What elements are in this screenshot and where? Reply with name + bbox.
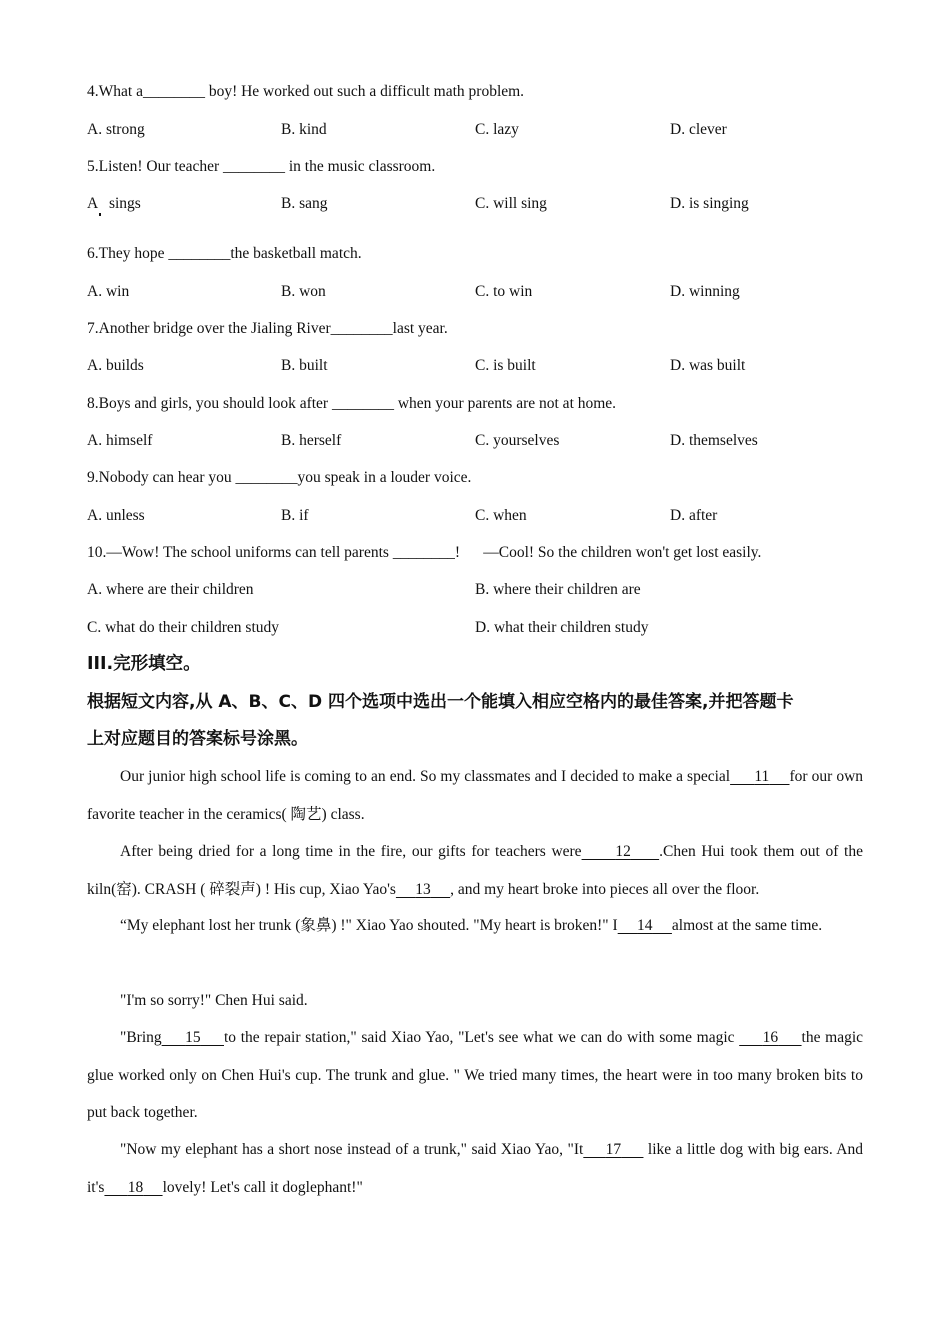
p2-text-c: , and my heart broke into pieces all over the floor. [450,880,760,898]
q5-option-a: A sings [87,195,141,212]
q7-option-a: A. builds [87,357,144,374]
p5-text-c: the magic glue worked only on Chen Hui's cup. The trunk and glue. " We tried many times, the heart were in too many broken bits to put back together. [87,1029,864,1121]
blank-14-number: 14 [637,917,653,934]
passage-paragraph-2 [87,833,863,908]
q5-option-d: D. is singing [670,195,749,212]
p3-text-a: “My elephant lost her trunk (象鼻) !" Xiao Yao shouted. "My heart is broken!" I [120,917,618,934]
q10-option-b: B. where their children are [475,581,641,598]
q6-option-b: B. won [281,283,326,300]
question-5-stem: 5.Listen! Our teacher ________ in the music classroom. [87,158,436,175]
question-10-stem: 10.—Wow! The school uniforms can tell parents ________! —Cool! So the children won't get lost easily. [87,544,762,561]
q9-option-c: C. when [475,507,527,524]
q6-option-d: D. winning [670,283,740,300]
q4-option-a: A. strong [87,121,145,138]
blank-16-number: 16 [762,1029,779,1046]
p2-text-b: .Chen Hui took them out of the kiln(窑). CRASH ( 碎裂声) ! His cup, Xiao Yao's [87,843,863,898]
blank-15 [162,1029,224,1046]
question-4-stem: 4.What a________ boy! He worked out such a difficult math problem. [87,83,525,100]
q7-option-d: D. was built [670,357,746,374]
q6-option-c: C. to win [475,283,533,300]
p6-text-a: "Now my elephant has a short nose instead of a trunk," said Xiao Yao, "It [120,1141,584,1158]
q10-option-a: A. where are their children [87,581,254,598]
blank-13 [396,881,450,898]
section-instruction-line-1: 根据短文内容,从 A、B、C、D 四个选项中选出一个能填入相应空格内的最佳答案,并把答题卡 [87,692,794,712]
q8-option-d: D. themselves [670,432,758,449]
section-instruction-line-2: 上对应题目的答案标号涂黑。 [87,729,308,749]
q7-option-b: B. built [281,357,328,374]
passage-paragraph-6 [87,1131,863,1206]
question-9-stem: 9.Nobody can hear you ________you speak in a louder voice. [87,469,472,486]
p6-text-c: lovely! Let's call it doglephant!" [162,1178,363,1196]
question-7-stem: 7.Another bridge over the Jialing River________last year. [87,320,448,337]
blank-13-number: 13 [415,880,431,898]
q9-option-d: D. after [670,507,718,524]
blank-18-number: 18 [127,1178,144,1196]
q5-option-b: B. sang [281,195,328,212]
p3-text-b: almost at the same time. [671,917,823,934]
blank-12 [582,843,660,860]
p5-text-b: to the repair station," said Xiao Yao, "Let's see what we can do with some magic [223,1029,740,1046]
passage-paragraph-1 [87,758,863,833]
q8-option-c: C. yourselves [475,432,560,449]
p6-text-b: like a little dog with big ears. And it's [87,1141,863,1196]
q5-option-c: C. will sing [475,195,547,212]
p1-text-b: for our own favorite teacher in the ceramics( 陶艺) class. [87,768,864,823]
passage-paragraph-3 [87,907,863,945]
stray-dot-mark [99,213,101,216]
blank-11-number: 11 [754,768,770,785]
q10-option-c: C. what do their children study [87,619,279,636]
q6-option-a: A. win [87,283,130,300]
section-title: III.完形填空。 [87,654,201,674]
p2-text-a: After being dried for a long time in the fire, our gifts for teachers were [120,843,582,860]
blank-15-number: 15 [185,1029,201,1046]
passage-paragraph-4: "I'm so sorry!" Chen Hui said. [120,992,308,1009]
blank-14 [618,917,672,934]
blank-17 [583,1141,643,1158]
blank-12-number: 12 [615,843,631,860]
q7-option-c: C. is built [475,357,536,374]
q4-option-b: B. kind [281,121,327,138]
p1-text-a: Our junior high school life is coming to an end. So my classmates and I decided to make a special [120,768,731,785]
blank-17-number: 17 [605,1141,622,1158]
blank-11 [730,768,789,785]
q8-option-a: A. himself [87,432,153,449]
passage-paragraph-5 [87,1019,863,1132]
blank-16 [739,1029,801,1046]
q10-option-d: D. what their children study [475,619,649,636]
q9-option-a: A. unless [87,507,145,524]
q4-option-c: C. lazy [475,121,519,138]
question-8-stem: 8.Boys and girls, you should look after ________ when your parents are not at home. [87,395,617,412]
q8-option-b: B. herself [281,432,342,449]
q9-option-b: B. if [281,507,309,524]
p5-text-a: "Bring [120,1029,162,1046]
blank-18 [104,1179,162,1196]
question-6-stem: 6.They hope ________the basketball match. [87,245,362,262]
q4-option-d: D. clever [670,121,727,138]
